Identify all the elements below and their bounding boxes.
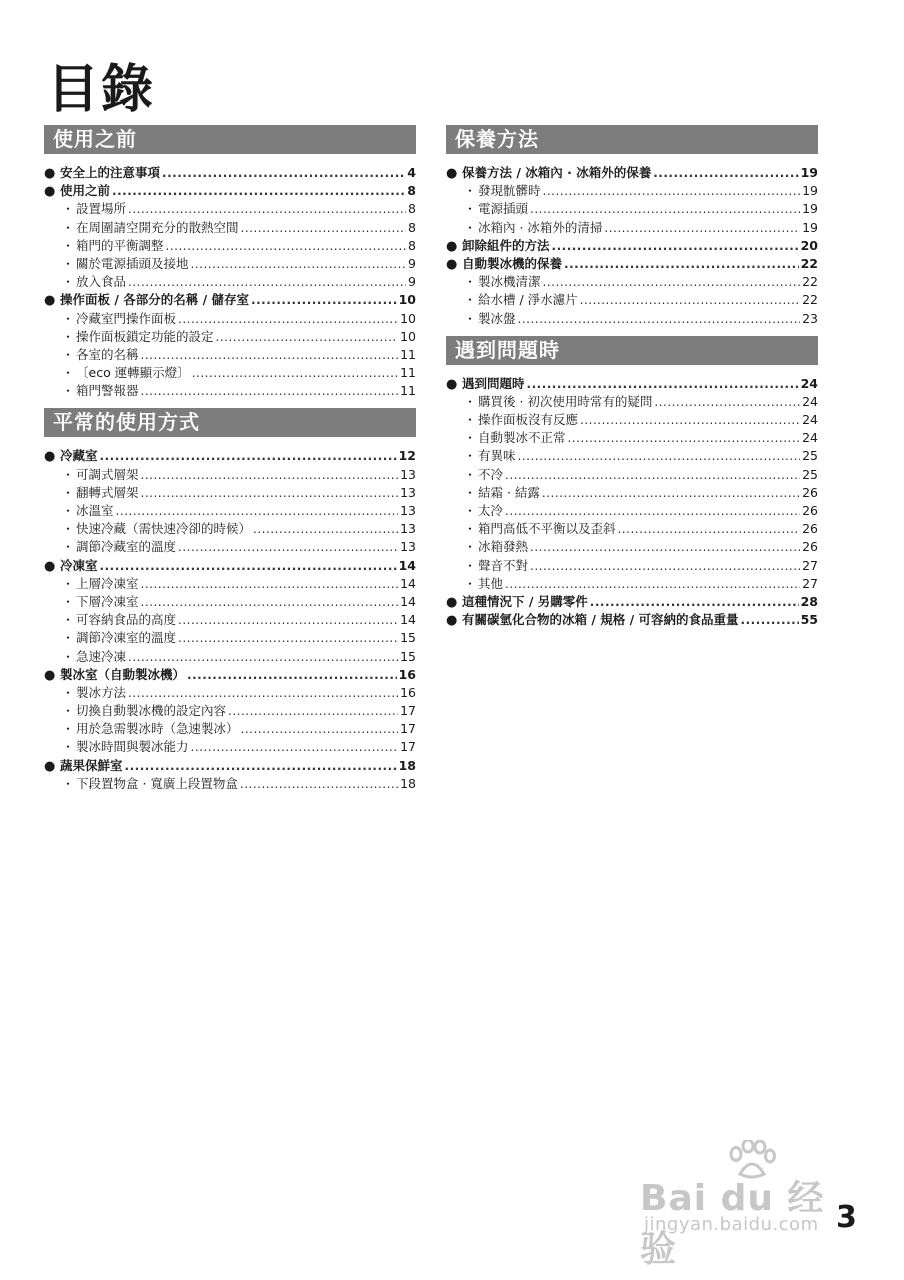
toc-entry[interactable] [44, 182, 416, 200]
toc-subentry[interactable] [446, 538, 818, 556]
toc-entry-title: 冰箱發熱 [478, 539, 529, 555]
toc-subentry[interactable] [44, 382, 416, 400]
toc-subentry[interactable] [44, 629, 416, 647]
bullet-dot-icon: ● [446, 166, 458, 181]
bullet-point-icon: ・ [62, 685, 75, 700]
dot-leader [568, 429, 801, 447]
watermark-url: jingyan.baidu.com [644, 1214, 819, 1235]
toc-section-entries [446, 164, 818, 328]
toc-entry-title: 放入食品 [76, 274, 127, 290]
toc-entry-title: 給水槽 / 淨水濾片 [478, 292, 578, 308]
bullet-dot-icon: ● [44, 449, 56, 465]
toc-subentry[interactable] [44, 310, 416, 328]
toc-subentry[interactable] [44, 648, 416, 666]
toc-subentry[interactable] [446, 575, 818, 593]
dot-leader [530, 557, 800, 575]
toc-entry-title: 翻轉式層架 [76, 484, 139, 500]
toc-entry-title: 調節冷藏室的溫度 [76, 539, 177, 555]
section-heading: 使用之前 [44, 125, 416, 154]
toc-entry-title: 冷凍室 [60, 557, 98, 573]
toc-entry-page: 27 [802, 557, 818, 573]
dot-leader [518, 310, 801, 328]
page-number: 3 [836, 1200, 857, 1235]
toc-entry-title: 各室的名稱 [76, 346, 139, 362]
toc-subentry[interactable] [44, 200, 416, 218]
toc-subentry[interactable] [44, 684, 416, 702]
dot-leader [191, 255, 407, 273]
toc-entry-page: 13 [400, 484, 416, 500]
page-title: 目錄 [47, 60, 156, 120]
toc-subentry[interactable] [446, 393, 818, 411]
bullet-point-icon: ・ [62, 613, 75, 628]
toc-entry-page: 15 [400, 648, 416, 664]
dot-leader [654, 393, 800, 411]
dot-leader [530, 200, 800, 218]
toc-left-column [44, 125, 416, 801]
bullet-point-icon: ・ [62, 704, 75, 719]
toc-entry-page: 13 [400, 539, 416, 555]
toc-entry-title: 聲音不對 [478, 557, 529, 573]
bullet-point-icon: ・ [62, 776, 75, 791]
toc-entry-page: 27 [802, 575, 818, 591]
bullet-point-icon: ・ [62, 202, 75, 217]
dot-leader [125, 757, 397, 775]
bullet-dot-icon: ● [446, 594, 458, 610]
bullet-dot-icon: ● [44, 184, 56, 200]
toc-entry-title: 箱門高低不平衡以及歪斜 [478, 521, 616, 537]
toc-entry-title: 自動製冰不正常 [478, 430, 566, 446]
toc-subentry[interactable] [44, 484, 416, 502]
dot-leader [241, 219, 407, 237]
toc-subentry[interactable] [44, 538, 416, 556]
toc-entry-page: 14 [400, 612, 416, 628]
toc-entry-title: 快速冷藏（需快速冷卻的時候） [76, 521, 252, 537]
toc-entry-page: 19 [802, 219, 818, 235]
dot-leader [543, 273, 801, 291]
toc-entry[interactable] [446, 593, 818, 611]
toc-entry-page: 12 [398, 448, 416, 464]
toc-subentry[interactable] [446, 411, 818, 429]
toc-entry-page: 22 [802, 274, 818, 290]
section-heading: 保養方法 [446, 125, 818, 154]
watermark-brand: Bai du 经验 [640, 1178, 825, 1270]
toc-entry-page: 28 [800, 593, 818, 609]
toc-subentry[interactable] [44, 775, 416, 793]
bullet-point-icon: ・ [464, 275, 477, 290]
toc-entry-title: 箱門的平衡調整 [76, 237, 164, 253]
toc-entry-title: 製冰機清潔 [478, 274, 541, 290]
toc-entry-page: 26 [802, 503, 818, 518]
baidu-watermark [640, 1140, 850, 1270]
toc-entry-page: 18 [400, 775, 416, 791]
bullet-point-icon: ・ [62, 366, 75, 381]
bullet-point-icon: ・ [464, 293, 477, 308]
toc-entry-title: 切換自動製冰機的設定內容 [76, 703, 227, 719]
toc-entry-page: 9 [408, 255, 416, 271]
toc-entry-title: 下層冷凍室 [76, 593, 139, 609]
bullet-point-icon: ・ [464, 431, 477, 446]
toc-subentry[interactable] [446, 466, 818, 484]
toc-section-entries [446, 375, 818, 630]
dot-leader [128, 648, 398, 666]
bullet-point-icon: ・ [62, 740, 75, 755]
dot-leader [228, 702, 398, 720]
dot-leader [141, 575, 399, 593]
toc-entry-page: 10 [400, 310, 416, 326]
dot-leader [590, 593, 799, 611]
toc-subentry[interactable] [44, 593, 416, 611]
toc-subentry[interactable] [44, 611, 416, 629]
dot-leader [141, 346, 399, 364]
toc-entry-page: 11 [400, 346, 416, 362]
dot-leader [187, 666, 397, 684]
dot-leader [216, 328, 399, 346]
toc-entry[interactable] [446, 375, 818, 393]
dot-leader [128, 273, 406, 291]
bullet-dot-icon: ● [446, 238, 458, 254]
toc-entry-page: 17 [400, 703, 416, 719]
bullet-point-icon: ・ [464, 311, 477, 326]
bullet-dot-icon: ● [446, 256, 458, 272]
toc-entry-title: 自動製冰機的保養 [462, 255, 563, 271]
toc-entry-title: 其他 [478, 575, 504, 591]
dot-leader [178, 310, 398, 328]
section-heading: 平常的使用方式 [44, 408, 416, 437]
dot-leader [253, 520, 398, 538]
bullet-point-icon: ・ [464, 467, 477, 482]
toc-entry-page: 24 [802, 393, 818, 409]
dot-leader [604, 219, 800, 237]
bullet-point-icon: ・ [464, 485, 477, 500]
toc-entry-page: 22 [802, 292, 818, 308]
bullet-point-icon: ・ [464, 576, 477, 591]
toc-entry-page: 13 [400, 521, 416, 537]
toc-entry-page: 24 [800, 375, 818, 391]
bullet-dot-icon: ● [44, 293, 56, 309]
toc-entry-page: 11 [400, 383, 416, 399]
bullet-point-icon: ・ [62, 384, 75, 399]
toc-entry[interactable] [44, 757, 416, 775]
bullet-point-icon: ・ [62, 311, 75, 326]
toc-subentry[interactable] [44, 502, 416, 520]
toc-entry-title: 有關碳氫化合物的冰箱 / 規格 / 可容納的食品重量 [462, 612, 739, 628]
toc-subentry[interactable] [446, 182, 818, 200]
dot-leader [518, 447, 801, 465]
toc-entry-title: 可容納食品的高度 [76, 612, 177, 628]
toc-entry-title: 在周圍請空開充分的散熱空間 [76, 219, 239, 235]
toc-entry-page: 10 [400, 328, 416, 344]
toc-entry[interactable] [44, 164, 416, 182]
toc-entry-title: 操作面板鎖定功能的設定 [76, 328, 214, 344]
toc-entry[interactable] [446, 255, 818, 273]
bullet-point-icon: ・ [464, 522, 477, 537]
toc-subentry[interactable] [446, 520, 818, 538]
bullet-point-icon: ・ [62, 522, 75, 537]
toc-entry-page: 8 [408, 219, 416, 235]
section-heading: 遇到問題時 [446, 336, 818, 365]
bullet-point-icon: ・ [62, 722, 75, 737]
dot-leader [530, 538, 800, 556]
toc-entry-title: 箱門警報器 [76, 383, 139, 399]
dot-leader [128, 684, 398, 702]
dot-leader [141, 593, 399, 611]
dot-leader [505, 466, 800, 484]
toc-subentry[interactable] [44, 273, 416, 291]
toc-entry-page: 11 [400, 365, 416, 381]
toc-entry-title: 冰箱內 · 冰箱外的清掃 [478, 219, 603, 235]
toc-entry-page: 18 [398, 757, 416, 773]
dot-leader [178, 611, 398, 629]
bullet-dot-icon: ● [44, 758, 56, 774]
toc-entry[interactable] [446, 164, 818, 182]
toc-entry-title: 〔eco 運轉顯示燈〕 [76, 365, 190, 381]
bullet-dot-icon: ● [446, 376, 458, 392]
bullet-point-icon: ・ [464, 540, 477, 555]
toc-entry-page: 19 [802, 183, 818, 199]
toc-subentry[interactable] [44, 520, 416, 538]
toc-subentry[interactable] [446, 200, 818, 218]
toc-subentry[interactable] [446, 557, 818, 575]
toc-subentry[interactable] [44, 364, 416, 382]
toc-entry-page: 8 [407, 183, 416, 199]
toc-entry-page: 19 [802, 201, 818, 217]
toc-entry-page: 55 [800, 612, 818, 628]
dot-leader [112, 182, 405, 200]
toc-entry-title: 製冰方法 [76, 684, 127, 700]
dot-leader [100, 557, 397, 575]
bullet-point-icon: ・ [464, 449, 477, 464]
bullet-point-icon: ・ [62, 275, 75, 290]
bullet-point-icon: ・ [464, 220, 477, 235]
bullet-point-icon: ・ [62, 329, 75, 344]
toc-subentry[interactable] [44, 346, 416, 364]
toc-subentry[interactable] [446, 219, 818, 237]
bullet-point-icon: ・ [62, 347, 75, 362]
dot-leader [240, 775, 398, 793]
toc-subentry[interactable] [446, 484, 818, 502]
toc-subentry[interactable] [44, 575, 416, 593]
toc-entry-title: 製冰盤 [478, 310, 516, 326]
bullet-point-icon: ・ [62, 238, 75, 253]
dot-leader [653, 164, 798, 182]
toc-entry[interactable] [44, 291, 416, 309]
toc-entry-title: 卸除組件的方法 [462, 237, 550, 253]
dot-leader [141, 382, 399, 400]
toc-entry-title: 保養方法 / 冰箱內 · 冰箱外的保養 [462, 165, 652, 180]
toc-subentry[interactable] [44, 328, 416, 346]
toc-entry-page: 4 [407, 165, 416, 180]
dot-leader [166, 237, 407, 255]
toc-subentry[interactable] [446, 310, 818, 328]
toc-entry-page: 16 [398, 666, 416, 682]
toc-entry-title: 蔬果保鮮室 [60, 757, 123, 773]
bullet-point-icon: ・ [62, 540, 75, 555]
toc-entry-page: 26 [802, 484, 818, 500]
toc-entry-title: 調節冷凍室的溫度 [76, 630, 177, 646]
dot-leader [128, 200, 406, 218]
toc-entry-page: 26 [802, 521, 818, 537]
toc-subentry[interactable] [44, 720, 416, 738]
bullet-point-icon: ・ [464, 184, 477, 199]
toc-entry-page: 17 [400, 721, 416, 737]
bullet-point-icon: ・ [464, 413, 477, 428]
toc-subentry[interactable] [44, 255, 416, 273]
toc-entry-page: 23 [802, 310, 818, 326]
toc-entry-title: 上層冷凍室 [76, 575, 139, 591]
toc-entry-title: 製冰室（自動製冰機） [60, 666, 186, 682]
toc-entry-title: 下段置物盒 · 寬廣上段置物盒 [76, 775, 238, 791]
toc-entry-title: 製冰時間與製冰能力 [76, 739, 189, 755]
dot-leader [141, 484, 399, 502]
toc-subentry[interactable] [446, 273, 818, 291]
toc-entry-title: 冰溫室 [76, 503, 114, 518]
toc-subentry[interactable] [446, 429, 818, 447]
toc-entry-title: 操作面板 / 各部分的名稱 / 儲存室 [60, 292, 250, 308]
bullet-dot-icon: ● [44, 558, 56, 574]
toc-entry-page: 14 [400, 593, 416, 609]
dot-leader [564, 255, 799, 273]
toc-entry-title: 使用之前 [60, 183, 111, 199]
dot-leader [527, 375, 799, 393]
dot-leader [141, 466, 399, 484]
toc-entry-page: 13 [400, 466, 416, 482]
toc-entry-page: 17 [400, 739, 416, 755]
bullet-point-icon: ・ [62, 576, 75, 591]
dot-leader [542, 484, 800, 502]
toc-entry-page: 14 [398, 557, 416, 573]
toc-entry-page: 16 [400, 684, 416, 700]
dot-leader [241, 720, 399, 738]
bullet-point-icon: ・ [62, 467, 75, 482]
bullet-point-icon: ・ [62, 485, 75, 500]
dot-leader [162, 164, 405, 182]
toc-entry-title: 太冷 [478, 503, 504, 518]
dot-leader [543, 182, 801, 200]
toc-entry-title: 冷藏室門操作面板 [76, 310, 177, 326]
dot-leader [505, 575, 800, 593]
dot-leader [552, 237, 799, 255]
toc-subentry[interactable] [44, 702, 416, 720]
toc-entry-page: 22 [800, 255, 818, 271]
toc-entry-page: 8 [408, 201, 416, 217]
toc-entry-page: 20 [800, 237, 818, 253]
dot-leader [618, 520, 801, 538]
toc-entry-page: 24 [802, 412, 818, 428]
toc-entry-title: 用於急需製冰時（急速製冰） [76, 721, 239, 737]
toc-entry-page: 26 [802, 539, 818, 555]
toc-subentry[interactable] [44, 466, 416, 484]
dot-leader [580, 411, 800, 429]
toc-entry-title: 設置場所 [76, 201, 127, 217]
toc-entry-title: 關於電源插頭及接地 [76, 255, 189, 271]
toc-section-entries [44, 447, 416, 793]
toc-entry-title: 急速冷凍 [76, 648, 127, 664]
bullet-point-icon: ・ [62, 220, 75, 235]
toc-right-column [446, 125, 818, 637]
toc-subentry[interactable] [446, 447, 818, 465]
toc-subentry[interactable] [44, 237, 416, 255]
dot-leader [741, 611, 799, 629]
toc-entry-page: 25 [802, 466, 818, 482]
dot-leader [505, 502, 800, 520]
dot-leader [191, 738, 399, 756]
dot-leader [116, 502, 399, 520]
toc-entry-page: 9 [408, 274, 416, 290]
toc-entry-page: 8 [408, 237, 416, 253]
toc-entry-title: 遇到問題時 [462, 375, 525, 391]
toc-entry-title: 這種情況下 / 另購零件 [462, 593, 588, 609]
toc-subentry[interactable] [44, 738, 416, 756]
bullet-point-icon: ・ [464, 394, 477, 409]
toc-entry-title: 安全上的注意事項 [60, 165, 161, 180]
toc-entry-title: 冷藏室 [60, 448, 98, 464]
dot-leader [178, 538, 398, 556]
toc-entry-page: 10 [398, 292, 416, 308]
toc-entry-page: 19 [800, 165, 818, 180]
bullet-point-icon: ・ [62, 594, 75, 609]
bullet-point-icon: ・ [62, 631, 75, 646]
toc-entry-page: 15 [400, 630, 416, 646]
dot-leader [192, 364, 398, 382]
toc-entry[interactable] [446, 237, 818, 255]
toc-entry-title: 發現骯髒時 [478, 183, 541, 199]
dot-leader [580, 291, 800, 309]
toc-entry[interactable] [446, 611, 818, 629]
toc-subentry[interactable] [446, 291, 818, 309]
toc-entry-page: 14 [400, 575, 416, 591]
dot-leader [178, 629, 398, 647]
bullet-dot-icon: ● [446, 613, 458, 629]
bullet-point-icon: ・ [464, 504, 477, 518]
toc-entry-title: 結霜 · 結露 [478, 484, 540, 500]
toc-entry-title: 電源插頭 [478, 201, 529, 217]
toc-entry-page: 13 [400, 503, 416, 518]
bullet-dot-icon: ● [44, 166, 56, 181]
dot-leader [251, 291, 397, 309]
bullet-point-icon: ・ [62, 504, 75, 518]
toc-entry[interactable] [44, 557, 416, 575]
toc-entry-page: 24 [802, 430, 818, 446]
toc-entry-title: 有異味 [478, 448, 516, 464]
toc-section-entries [44, 164, 416, 400]
toc-entry-title: 可調式層架 [76, 466, 139, 482]
toc-entry-title: 購買後 · 初次使用時常有的疑問 [478, 393, 653, 409]
toc-subentry[interactable] [446, 502, 818, 520]
toc-entry-title: 不冷 [478, 466, 504, 482]
dot-leader [100, 447, 397, 465]
toc-entry-title: 操作面板沒有反應 [478, 412, 579, 428]
bullet-point-icon: ・ [62, 256, 75, 271]
bullet-point-icon: ・ [62, 649, 75, 664]
toc-entry[interactable] [44, 666, 416, 684]
bullet-point-icon: ・ [464, 558, 477, 573]
toc-entry[interactable] [44, 447, 416, 465]
bullet-dot-icon: ● [44, 667, 56, 683]
toc-entry-page: 25 [802, 448, 818, 464]
bullet-point-icon: ・ [464, 202, 477, 217]
toc-subentry[interactable] [44, 219, 416, 237]
